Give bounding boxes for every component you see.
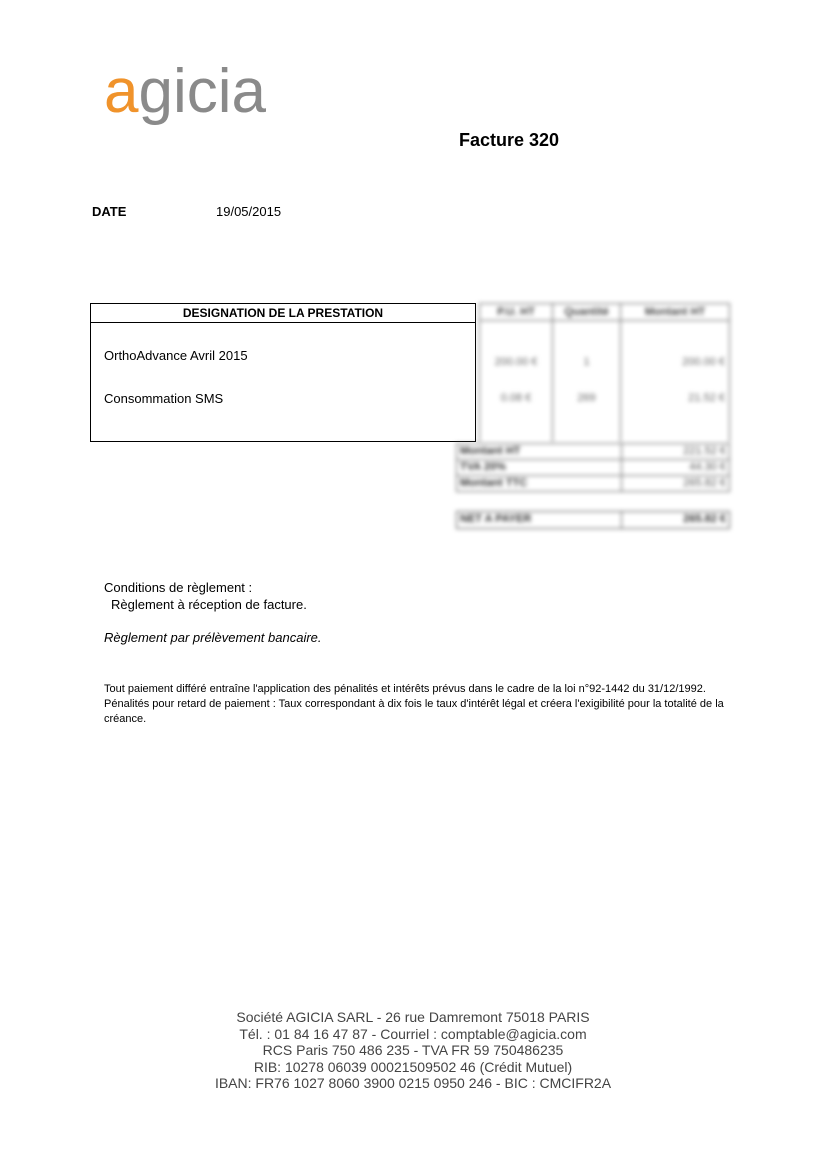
net-to-pay-value: 265.82 € [683, 513, 726, 525]
logo-text: agicia [104, 57, 266, 126]
column-pu [479, 303, 553, 442]
total-row [456, 459, 730, 476]
cell-amount: 200.00 € [682, 356, 725, 368]
designation-table [90, 303, 476, 442]
column-amount [620, 303, 730, 442]
company-footer [0, 1009, 826, 1092]
legal-notice: Tout paiement différé entraîne l'application des pénalités et intérêts prévus dans le cadre de la loi n°92-1442 du 31/12/1992. Pénalités pour retard de paiement : Taux correspondant à dix fois le taux d'intérêt légal et créera l'exigibilité pour la totalité de la créance. [104, 683, 724, 725]
totals-block [456, 444, 730, 492]
item-label: OrthoAdvance Avril 2015 [104, 348, 248, 363]
total-row [456, 475, 730, 492]
total-value: 265.82 € [683, 477, 726, 489]
cell-quantity: 269 [577, 392, 596, 404]
price-columns [475, 303, 730, 442]
cell-quantity: 1 [583, 356, 590, 368]
agicia-logo-graphic [104, 56, 344, 136]
invoice-title: Facture 320 [459, 130, 560, 150]
total-label: TVA 20% [460, 461, 506, 473]
total-value: 221.52 € [683, 445, 726, 457]
column-header-amount: Montant HT [621, 303, 729, 321]
footer-line: RCS Paris 750 486 235 - TVA FR 59 750486235 [262, 1042, 564, 1058]
payment-conditions-text: Règlement à réception de facture. [111, 597, 307, 612]
total-row [456, 443, 730, 460]
footer-line: IBAN: FR76 1027 8060 3900 0215 0950 246 - BIC : CMCIFR2A [214, 1075, 612, 1091]
designation-header: DESIGNATION DE LA PRESTATION [91, 304, 475, 323]
date-label: DATE [92, 204, 127, 219]
column-header-quantity: Quantité [553, 303, 620, 321]
column-header-pu: P.U. HT [480, 303, 552, 321]
column-quantity [552, 303, 621, 442]
date-value: 19/05/2015 [216, 204, 282, 219]
cell-pu: 200.00 € [494, 356, 538, 368]
payment-method: Règlement par prélèvement bancaire. [104, 630, 322, 645]
cell-pu: 0.08 € [500, 392, 532, 404]
cell-amount: 21.52 € [688, 392, 725, 404]
footer-line: RIB: 10278 06039 00021509502 46 (Crédit Mutuel) [253, 1058, 573, 1075]
payment-conditions-title: Conditions de règlement : [104, 580, 253, 595]
total-label: Montant HT [460, 445, 521, 457]
net-to-pay-label: NET A PAYER [460, 513, 532, 525]
total-label: Montant TTC [460, 477, 528, 489]
footer-line: Tél. : 01 84 16 47 87 - Courriel : comptable@agicia.com [239, 1025, 587, 1042]
total-value: 44.30 € [689, 461, 726, 473]
net-to-pay-row [456, 511, 730, 529]
company-logo [104, 56, 344, 136]
item-label: Consommation SMS [104, 391, 224, 406]
footer-line: Société AGICIA SARL - 26 rue Damremont 75018 PARIS [236, 1009, 590, 1025]
